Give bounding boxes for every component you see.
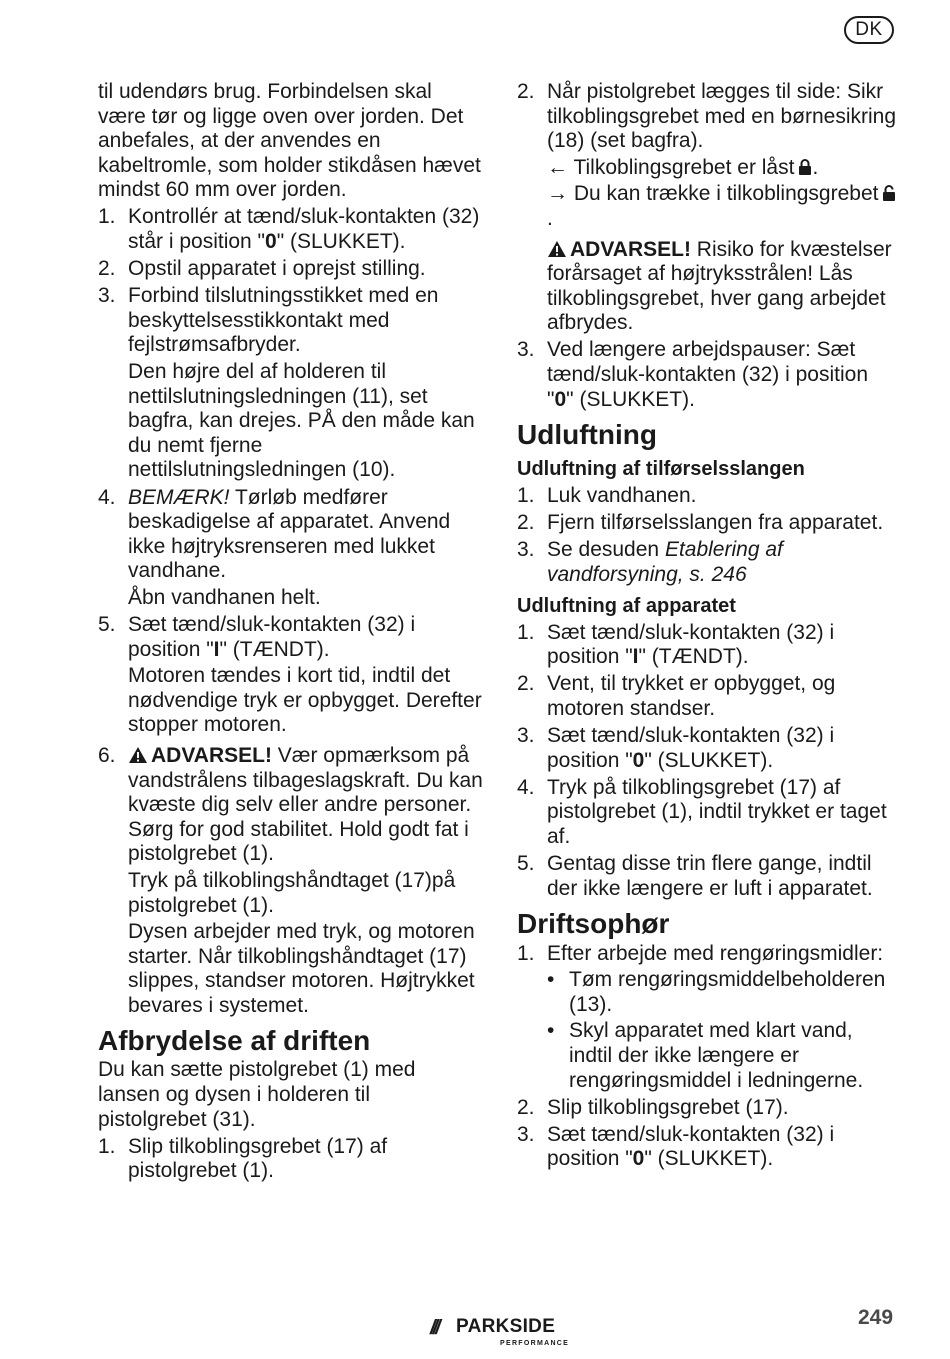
list-item: 2. Vent, til trykket er opbygget, og motoren standser. xyxy=(517,672,836,720)
section-intro: Du kan sætte pistolgrebet (1) med lansen og dysen i holderen til pistolgrebet (31). xyxy=(98,1058,416,1131)
list-item-continuation: Tryk på tilkoblingshåndtaget (17)på pistolgrebet (1). xyxy=(128,868,456,917)
logo-name: PARKSIDE xyxy=(456,1316,556,1337)
list-item: 1. Luk vandhanen. xyxy=(517,483,697,507)
intro-paragraph: til udendørs brug. Forbindelsen skal være tør og ligge oven over jorden. Det anbefales, at der anvendes en kabeltromle, som holder stikdåsen hævet mindst 60 mm over jorden. xyxy=(98,80,481,202)
parkside-logo xyxy=(430,1315,580,1349)
section-heading: Udluftning xyxy=(517,419,657,451)
bullet-item: • Skyl apparatet med klart vand, indtil der ikke længere er rengøringsmiddel i ledningerne. xyxy=(547,1019,864,1092)
list-item: 5. Sæt tænd/sluk-kontakten (32) i position "I" (TÆNDT). Motoren tændes i kort tid, indtil det nødvendige tryk er opbygget. Derefter stopper motoren. xyxy=(98,612,482,737)
lock-closed-icon xyxy=(798,158,812,176)
list-item: 6. ADVARSEL! Vær opmærksom på vandstrålens tilbageslagskraft. Du kan kvæste dig selv eller andre personer. Sørg for god stabilitet. Hold godt fat i pistolgrebet (1). Tryk på tilkoblingshåndtaget (17)på pistolgrebet (1). Dysen arbejder med tryk, og motoren starter. Når tilkoblingshåndtaget (17) slippes, standser motoren. Højtrykket bevares i systemet. xyxy=(98,743,483,1017)
warning-label: ADVARSEL! xyxy=(570,237,691,261)
lock-instruction: ← Tilkoblingsgrebet er låst . xyxy=(547,155,819,179)
list-item: 1. Efter arbejde med rengøringsmidler: • Tøm rengøringsmiddelbeholderen (13). • Skyl apparatet med klart vand, indtil der ikke længere er rengøringsmiddel i ledningerne. xyxy=(517,942,897,1094)
list-item: 1. Slip tilkoblingsgrebet (17) af pistolgrebet (1). xyxy=(98,1134,388,1183)
list-item: 2. Opstil apparatet i oprejst stilling. xyxy=(98,257,426,281)
list-item: 5. Gentag disse trin flere gange, indtil der ikke længere er luft i apparatet. xyxy=(517,851,873,900)
list-item: 4. Tryk på tilkoblingsgrebet (17) af pistolgrebet (1), indtil trykket er taget af. xyxy=(517,775,887,848)
warning-paragraph: ADVARSEL! Risiko for kvæstelser forårsaget af højtryksstrålen! Lås tilkoblingsgrebet, hver gang arbejdet afbrydes. xyxy=(547,237,892,335)
list-item-continuation: Åbn vandhanen helt. xyxy=(128,585,321,609)
list-item-continuation: Motoren tændes i kort tid, indtil det nødvendige tryk er opbygget. Derefter stopper motoren. xyxy=(128,664,482,737)
warning-triangle-icon xyxy=(547,240,567,258)
logo-subtitle: PERFORMANCE xyxy=(500,1340,570,1347)
list-item: 4. BEMÆRK! Tørløb medfører beskadigelse af apparatet. Anvend ikke højtryksrenseren med lukket vandhane. Åbn vandhanen helt. xyxy=(98,486,483,611)
language-badge: DK xyxy=(844,16,894,44)
right-column xyxy=(517,80,897,1172)
page-number: 249 xyxy=(858,1306,894,1329)
unlock-instruction: → Du kan trække i tilkoblingsgrebet. xyxy=(547,182,897,231)
logo-bars: /// xyxy=(430,1317,438,1339)
list-item-continuation: Den højre del af holderen til nettilslutningsledningen (11), set bagfra, kan drejes. PÅ den måde kan du nemt fjerne nettilslutningsledningen (10). xyxy=(128,360,475,482)
bullet-item: • Tøm rengøringsmiddelbeholderen (13). xyxy=(547,968,886,1016)
list-item: 1. Kontrollér at tænd/sluk-kontakten (32) står i position "0" (SLUKKET). xyxy=(98,205,480,254)
subsection-heading: Udluftning af apparatet xyxy=(517,595,736,618)
list-item: 3. Se desuden Etablering af vandforsyning, s. 246 xyxy=(517,537,783,586)
note-label: BEMÆRK! xyxy=(128,485,230,509)
warning-label: ADVARSEL! xyxy=(151,743,272,767)
list-item: 2. Når pistolgrebet lægges til side: Sikr tilkoblingsgrebet med en børnesikring (18) (set bagfra). ← Tilkoblingsgrebet er låst . → Du kan trække i tilkoblingsgrebet. ADVARSEL! Risiko for kvæstelser forårsaget af højtryksstrålen! Lås tilkoblingsgrebet, hver gang arbejdet afbrydes. xyxy=(517,80,897,335)
list-item: 3. Sæt tænd/sluk-kontakten (32) i position "0" (SLUKKET). xyxy=(517,1122,835,1171)
cross-reference: Etablering af vandforsyning, s. 246 xyxy=(547,537,783,586)
left-column xyxy=(98,80,483,1184)
section-heading: Driftsophør xyxy=(517,908,670,940)
list-item: 3. Sæt tænd/sluk-kontakten (32) i position "0" (SLUKKET). xyxy=(517,723,835,772)
lock-open-icon xyxy=(882,184,896,202)
list-item: 3. Forbind tilslutningsstikket med en beskyttelsesstikkontakt med fejlstrømsafbryder. Den højre del af holderen til nettilslutningsledningen (11), set bagfra, kan drejes. PÅ den måde kan du nemt fjerne nettilslutningsledningen (10). xyxy=(98,284,483,483)
section-heading: Afbrydelse af driften xyxy=(98,1025,371,1057)
list-item: 1. Sæt tænd/sluk-kontakten (32) i position "I" (TÆNDT). xyxy=(517,620,835,669)
list-item: 3. Ved længere arbejdspauser: Sæt tænd/sluk-kontakten (32) i position "0" (SLUKKET). xyxy=(517,338,868,411)
list-item: 2. Fjern tilførselsslangen fra apparatet. xyxy=(517,510,884,534)
subsection-heading: Udluftning af tilførselsslangen xyxy=(517,458,805,481)
list-item-continuation: Dysen arbejder med tryk, og motoren starter. Når tilkoblingshåndtaget (17) slippes, standser motoren. Højtrykket bevares i systemet. xyxy=(128,920,475,1017)
list-item: 2. Slip tilkoblingsgrebet (17). xyxy=(517,1095,789,1119)
warning-triangle-icon xyxy=(128,746,148,764)
